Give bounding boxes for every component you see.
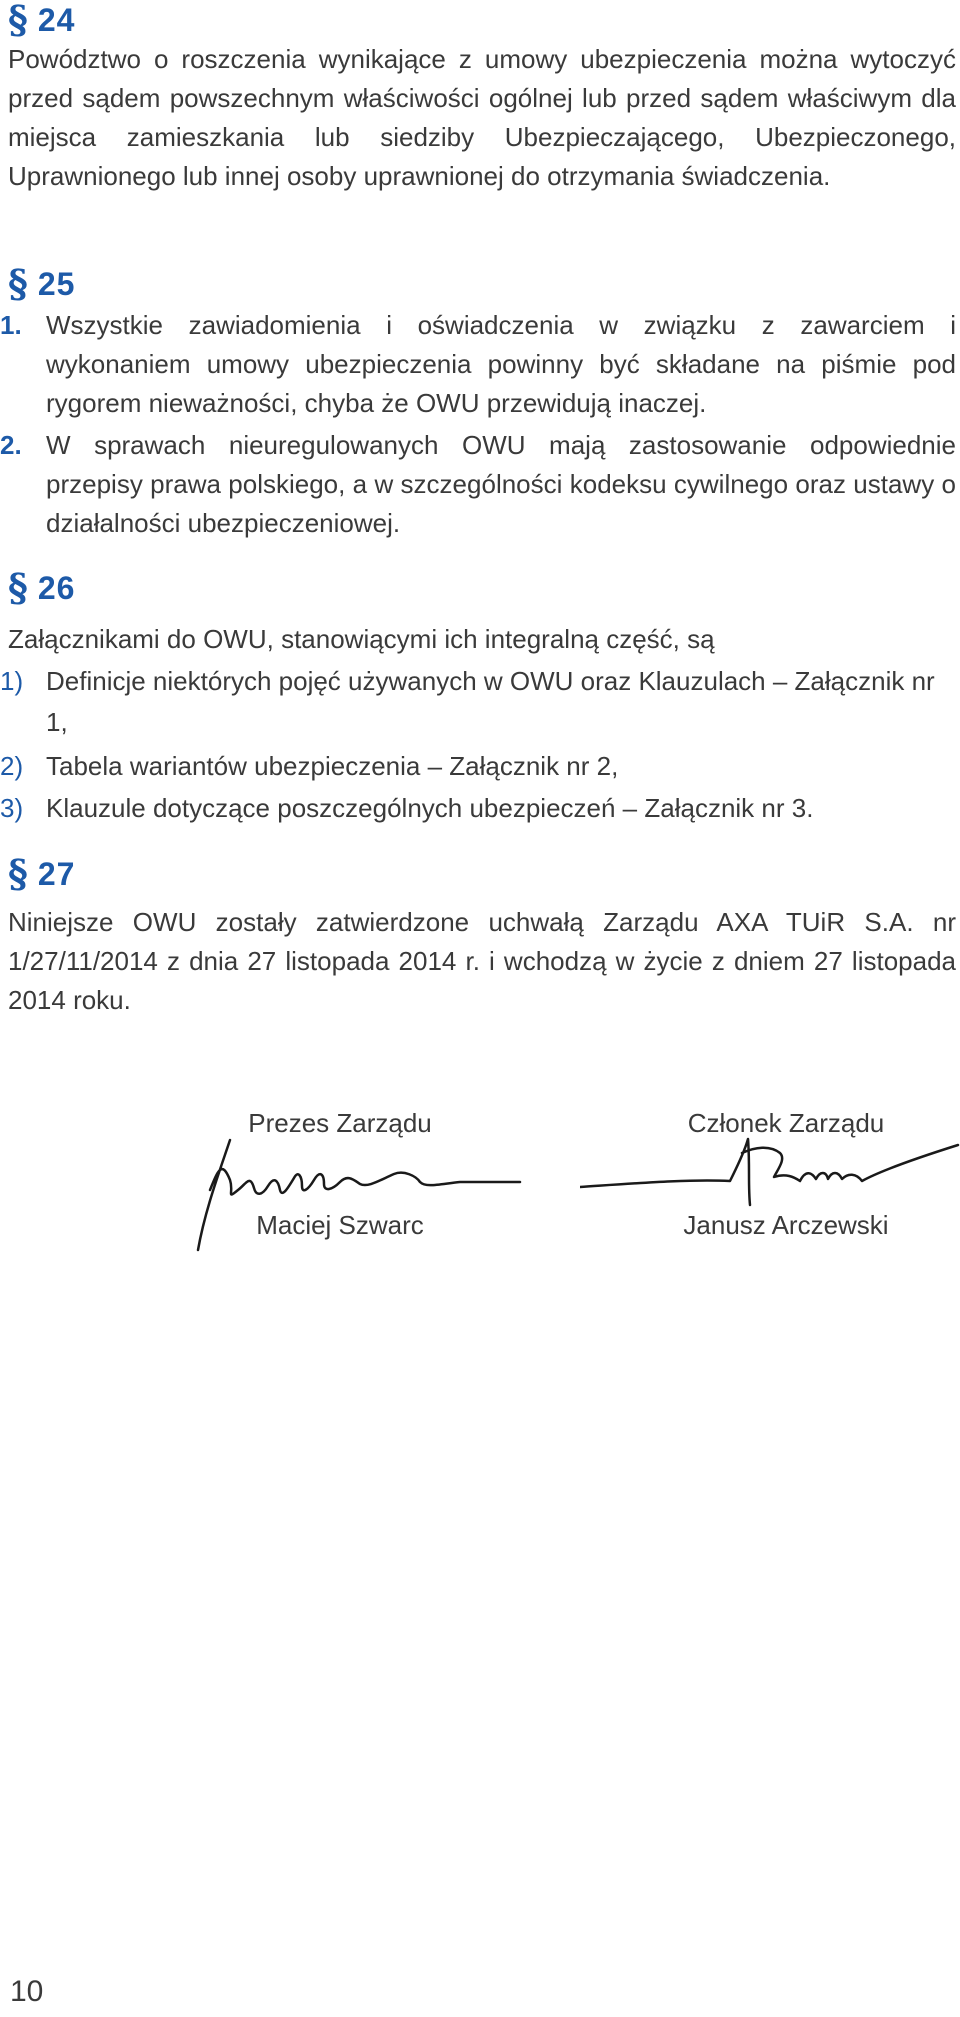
section-24-heading — [8, 0, 75, 40]
signature-name-right: Janusz Arczewski — [683, 1210, 889, 1240]
section-26-heading — [8, 565, 76, 610]
section-25-heading — [8, 261, 76, 306]
signature-maciej-szwarc — [190, 1130, 530, 1260]
paragraph-section-icon: § — [8, 565, 28, 610]
list-text: Tabela wariantów ubezpieczenia – Załącznik nr 2, — [46, 751, 619, 781]
signature-role-left: Prezes Zarządu — [248, 1108, 432, 1138]
section-27-text: Niniejsze OWU zostały zatwierdzone uchwałą Zarządu AXA TUiR S.A. nr 1/27/11/2014 z dnia 27 listopada 2014 r. i wchodzą w życie z dniem 27 listopada 2014 roku. — [8, 907, 956, 1015]
list-number: 2) — [0, 751, 24, 781]
list-text: Definicje niektórych pojęć używanych w OWU oraz Klauzulach – Załącznik nr 1, — [46, 666, 935, 737]
paragraph-section-icon: § — [8, 261, 28, 306]
paragraph-section-icon: § — [8, 851, 28, 896]
paragraph-section-icon: § — [8, 0, 28, 42]
list-text: Klauzule dotyczące poszczególnych ubezpieczeń – Załącznik nr 3. — [46, 793, 814, 823]
signature-role-right: Członek Zarządu — [687, 1108, 885, 1138]
list-number: 3) — [0, 793, 24, 823]
item-text: W sprawach nieuregulowanych OWU mają zastosowanie odpowiednie przepisy prawa polskiego, a w szczególności kodeksu cywilnego oraz ustawy o działalności ubezpieczeniowej. — [46, 430, 956, 538]
section-25-number: 25 — [37, 266, 76, 302]
section-25-item — [0, 426, 956, 543]
section-24-number: 24 — [37, 2, 76, 38]
section-27-number: 27 — [37, 856, 76, 892]
list-number: 1) — [0, 666, 24, 696]
section-27-heading — [8, 851, 76, 896]
item-text: Wszystkie zawiadomienia i oświadczenia w związku z zawarciem i wykonaniem umowy ubezpieczenia powinny być składane na piśmie pod rygorem nieważności, chyba że OWU przewidują inaczej. — [46, 310, 956, 418]
section-24-text: Powództwo o roszczenia wynikające z umowy ubezpieczenia można wytoczyć przed sądem powszechnym właściwości ogólnej lub przed sądem właściwym dla miejsca zamieszkania lub siedziby Ubezpieczającego, Ubezpieczonego, Uprawnionego lub innej osoby uprawnionej do otrzymania świadczenia. — [8, 44, 956, 191]
attachment-list-item — [0, 661, 956, 743]
signature-name-left: Maciej Szwarc — [256, 1210, 424, 1240]
section-26-intro: Załącznikami do OWU, stanowiącymi ich integralną część, są — [8, 624, 715, 654]
attachment-list-item — [0, 788, 956, 829]
attachment-list-item — [0, 746, 956, 787]
item-number: 1. — [0, 310, 22, 340]
item-number: 2. — [0, 430, 22, 460]
section-25-item — [0, 306, 956, 423]
page-number: 10 — [10, 1975, 44, 2008]
section-26-number: 26 — [37, 570, 76, 606]
